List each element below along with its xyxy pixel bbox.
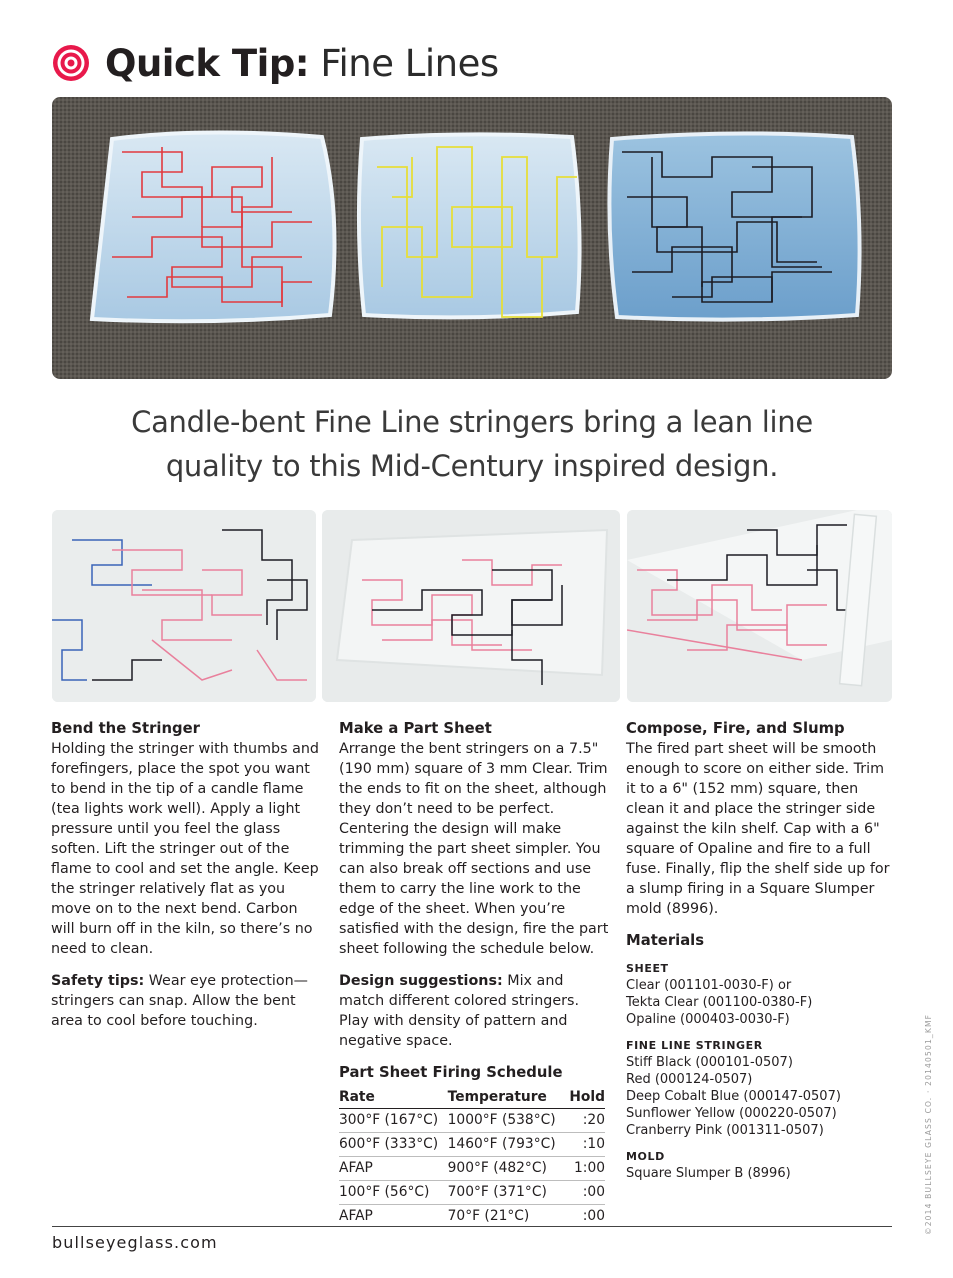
materials-section [626, 931, 896, 1182]
materials-item: Sunflower Yellow (000220-0507) [626, 1106, 837, 1121]
table-row [339, 1157, 605, 1181]
table-cell: :00 [582, 1208, 605, 1224]
yellow-line-plate [359, 134, 580, 317]
materials-item: Stiff Black (000101-0507) [626, 1055, 793, 1070]
red-line-plate [92, 132, 335, 321]
table-header-row [339, 1085, 605, 1109]
table-row [339, 1133, 605, 1157]
table-cell: 1000°F (538°C) [448, 1109, 566, 1133]
materials-item: Tekta Clear (001100-0380-F) [626, 995, 813, 1010]
table-cell: 700°F (371°C) [448, 1181, 566, 1205]
page-header [52, 38, 499, 88]
table-row [339, 1109, 605, 1133]
title-bold: Quick Tip: [105, 41, 310, 85]
hero-photo [52, 97, 892, 379]
table-cell: 900°F (482°C) [448, 1157, 566, 1181]
target-icon [52, 44, 90, 82]
table-cell: 100°F (56°C) [339, 1181, 448, 1205]
tagline-line-1: Candle-bent Fine Line stringers bring a lean line [131, 405, 813, 439]
table-cell: 70°F (21°C) [447, 1208, 530, 1224]
page-title [105, 41, 499, 85]
materials-group-stringer [626, 1038, 896, 1139]
table-cell: 1:00 [566, 1157, 605, 1181]
design-note [339, 971, 609, 1051]
note-text: Mix and match different colored stringers. Play with density of pattern and negative space. [339, 973, 580, 1049]
column-header: Hold [566, 1085, 605, 1109]
step-body: The fired part sheet will be smooth enough to score on either side. Trim it to a 6" (152 mm) square, then clean it and place the stringer side against the kiln shelf. Cap with a 6" square of Opaline and fire to a full fuse. Finally, flip the shelf side up for a slump firing in a Square Slumper mold (8996). [626, 741, 890, 917]
table-cell: 300°F (167°C) [339, 1109, 448, 1133]
step-heading: Bend the Stringer [51, 720, 200, 737]
table-cell: AFAP [339, 1208, 373, 1224]
materials-group-heading: MOLD [626, 1150, 665, 1163]
table-cell: 600°F (333°C) [339, 1133, 448, 1157]
materials-item: Red (000124-0507) [626, 1072, 753, 1087]
step-heading: Compose, Fire, and Slump [626, 720, 845, 737]
side-credit: ©2014 BULLSEYE GLASS CO. · 20140501_KMF [924, 1013, 933, 1235]
materials-group-heading: SHEET [626, 962, 669, 975]
materials-group-heading: FINE LINE STRINGER [626, 1039, 763, 1052]
footer-url-link[interactable]: bullseyeglass.com [52, 1233, 218, 1252]
black-line-plate [609, 133, 859, 319]
table-cell: :10 [566, 1133, 605, 1157]
compose-fire-photo [627, 510, 892, 702]
note-label: Safety tips: [51, 973, 145, 989]
bend-stringer-photo [52, 510, 316, 702]
tagline [52, 400, 892, 488]
table-cell: :20 [566, 1109, 605, 1133]
table-row [339, 1181, 605, 1205]
materials-item: Opaline (000403-0030-F) [626, 1012, 790, 1027]
note-label: Design suggestions: [339, 973, 503, 989]
materials-item: Deep Cobalt Blue (000147-0507) [626, 1089, 841, 1104]
materials-title: Materials [626, 932, 705, 949]
safety-note [51, 971, 321, 1031]
materials-item: Clear (001101-0030-F) or [626, 978, 792, 993]
table-row [339, 1205, 605, 1229]
column-bend-stringer [51, 719, 321, 1043]
step-body: Holding the stringer with thumbs and forefingers, place the spot you want to bend in the tip of a candle flame (tea lights work well). Apply a light pressure until you feel the glass soften. Lift the stringer out of the flame to cool and set the angle. Keep the stringer relatively flat as you move on to the next bend. Carbon will burn off in the kiln, so there’s no need to clean. [51, 741, 319, 957]
materials-group-mold [626, 1149, 896, 1182]
firing-schedule-table [339, 1085, 605, 1228]
materials-group-sheet [626, 961, 896, 1028]
part-sheet-photo [322, 510, 620, 702]
table-cell: AFAP [339, 1157, 448, 1181]
step-body: Arrange the bent stringers on a 7.5" (190 mm) square of 3 mm Clear. Trim the ends to fit on the sheet, although they don’t need to be perfect. Centering the design will make trimming the part sheet simpler. You can also break off sections and use them to carry the line work to the edge of the sheet. When you’re satisfied with the design, fire the part sheet following the schedule below. [339, 741, 609, 957]
materials-item: Cranberry Pink (001311-0507) [626, 1123, 824, 1138]
note-text: Wear eye protection—stringers can snap. Allow the bent area to cool before touching. [51, 973, 308, 1029]
tagline-line-2: quality to this Mid-Century inspired design. [165, 449, 779, 483]
step-heading: Make a Part Sheet [339, 720, 492, 737]
column-compose-fire [626, 719, 896, 1182]
schedule-title: Part Sheet Firing Schedule [339, 1064, 563, 1081]
materials-item: Square Slumper B (8996) [626, 1166, 791, 1181]
table-cell: :00 [566, 1181, 605, 1205]
column-header: Temperature [448, 1085, 566, 1109]
column-header: Rate [339, 1085, 448, 1109]
column-part-sheet [339, 719, 609, 1228]
table-cell: 1460°F (793°C) [448, 1133, 566, 1157]
title-light: Fine Lines [320, 41, 499, 85]
footer-divider [52, 1226, 892, 1227]
